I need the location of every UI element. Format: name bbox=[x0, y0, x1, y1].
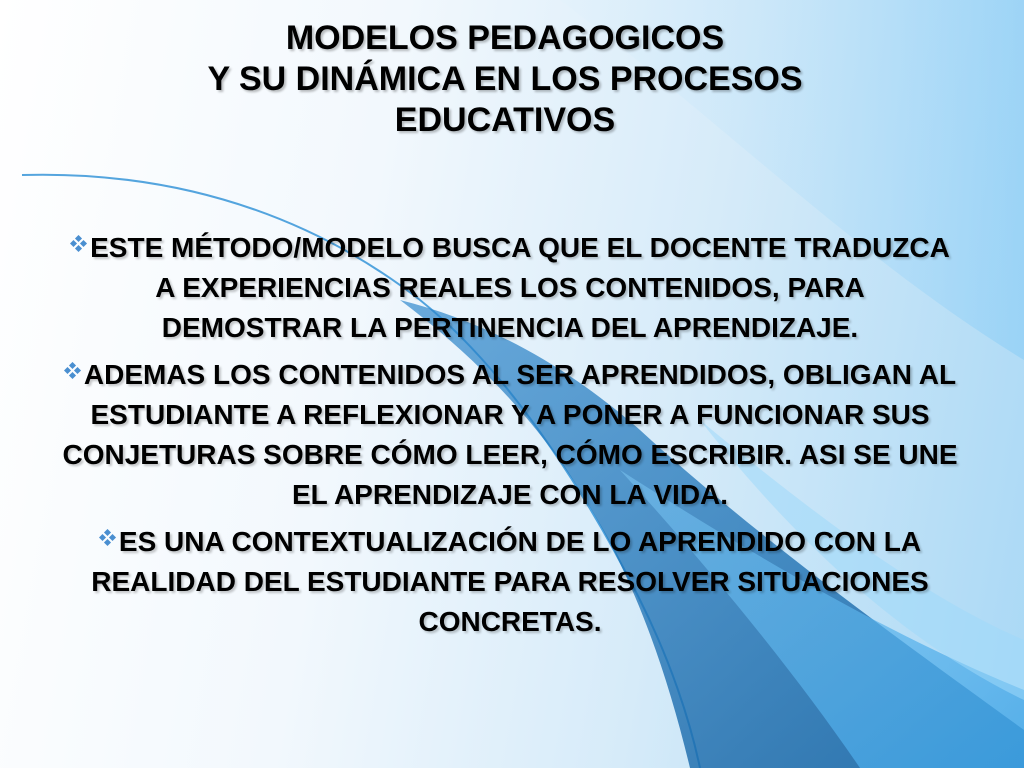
bullet-text: ES UNA CONTEXTUALIZACIÓN DE LO APRENDIDO CON LA REALIDAD DEL ESTUDIANTE PARA RESOLVER SITUACIONES CONCRETAS. bbox=[91, 526, 929, 637]
diamond-bullet-icon bbox=[70, 235, 88, 253]
bullet-list bbox=[62, 228, 958, 649]
diamond-bullet-icon bbox=[99, 529, 117, 547]
diamond-bullet-icon bbox=[64, 362, 82, 380]
bullet-text: ESTE MÉTODO/MODELO BUSCA QUE EL DOCENTE TRADUZCA A EXPERIENCIAS REALES LOS CONTENIDOS, PARA DEMOSTRAR LA PERTINENCIA DEL APRENDIZAJE. bbox=[90, 232, 950, 343]
title-line-1: MODELOS PEDAGOGICOS bbox=[285, 19, 725, 57]
bullet-item bbox=[62, 355, 958, 515]
bullet-item bbox=[62, 522, 958, 642]
title-line-3: EDUCATIVOS bbox=[394, 101, 616, 139]
bullet-text: ADEMAS LOS CONTENIDOS AL SER APRENDIDOS, OBLIGAN AL ESTUDIANTE A REFLEXIONAR Y A PONER A FUNCIONAR SUS CONJETURAS SOBRE CÓMO LEER, CÓMO ESCRIBIR. ASI SE UNE EL APRENDIZAJE CON LA VIDA. bbox=[62, 359, 958, 510]
title-line-2: Y SU DINÁMICA EN LOS PROCESOS bbox=[207, 60, 803, 98]
slide-title bbox=[100, 18, 910, 141]
bullet-item bbox=[62, 228, 958, 348]
